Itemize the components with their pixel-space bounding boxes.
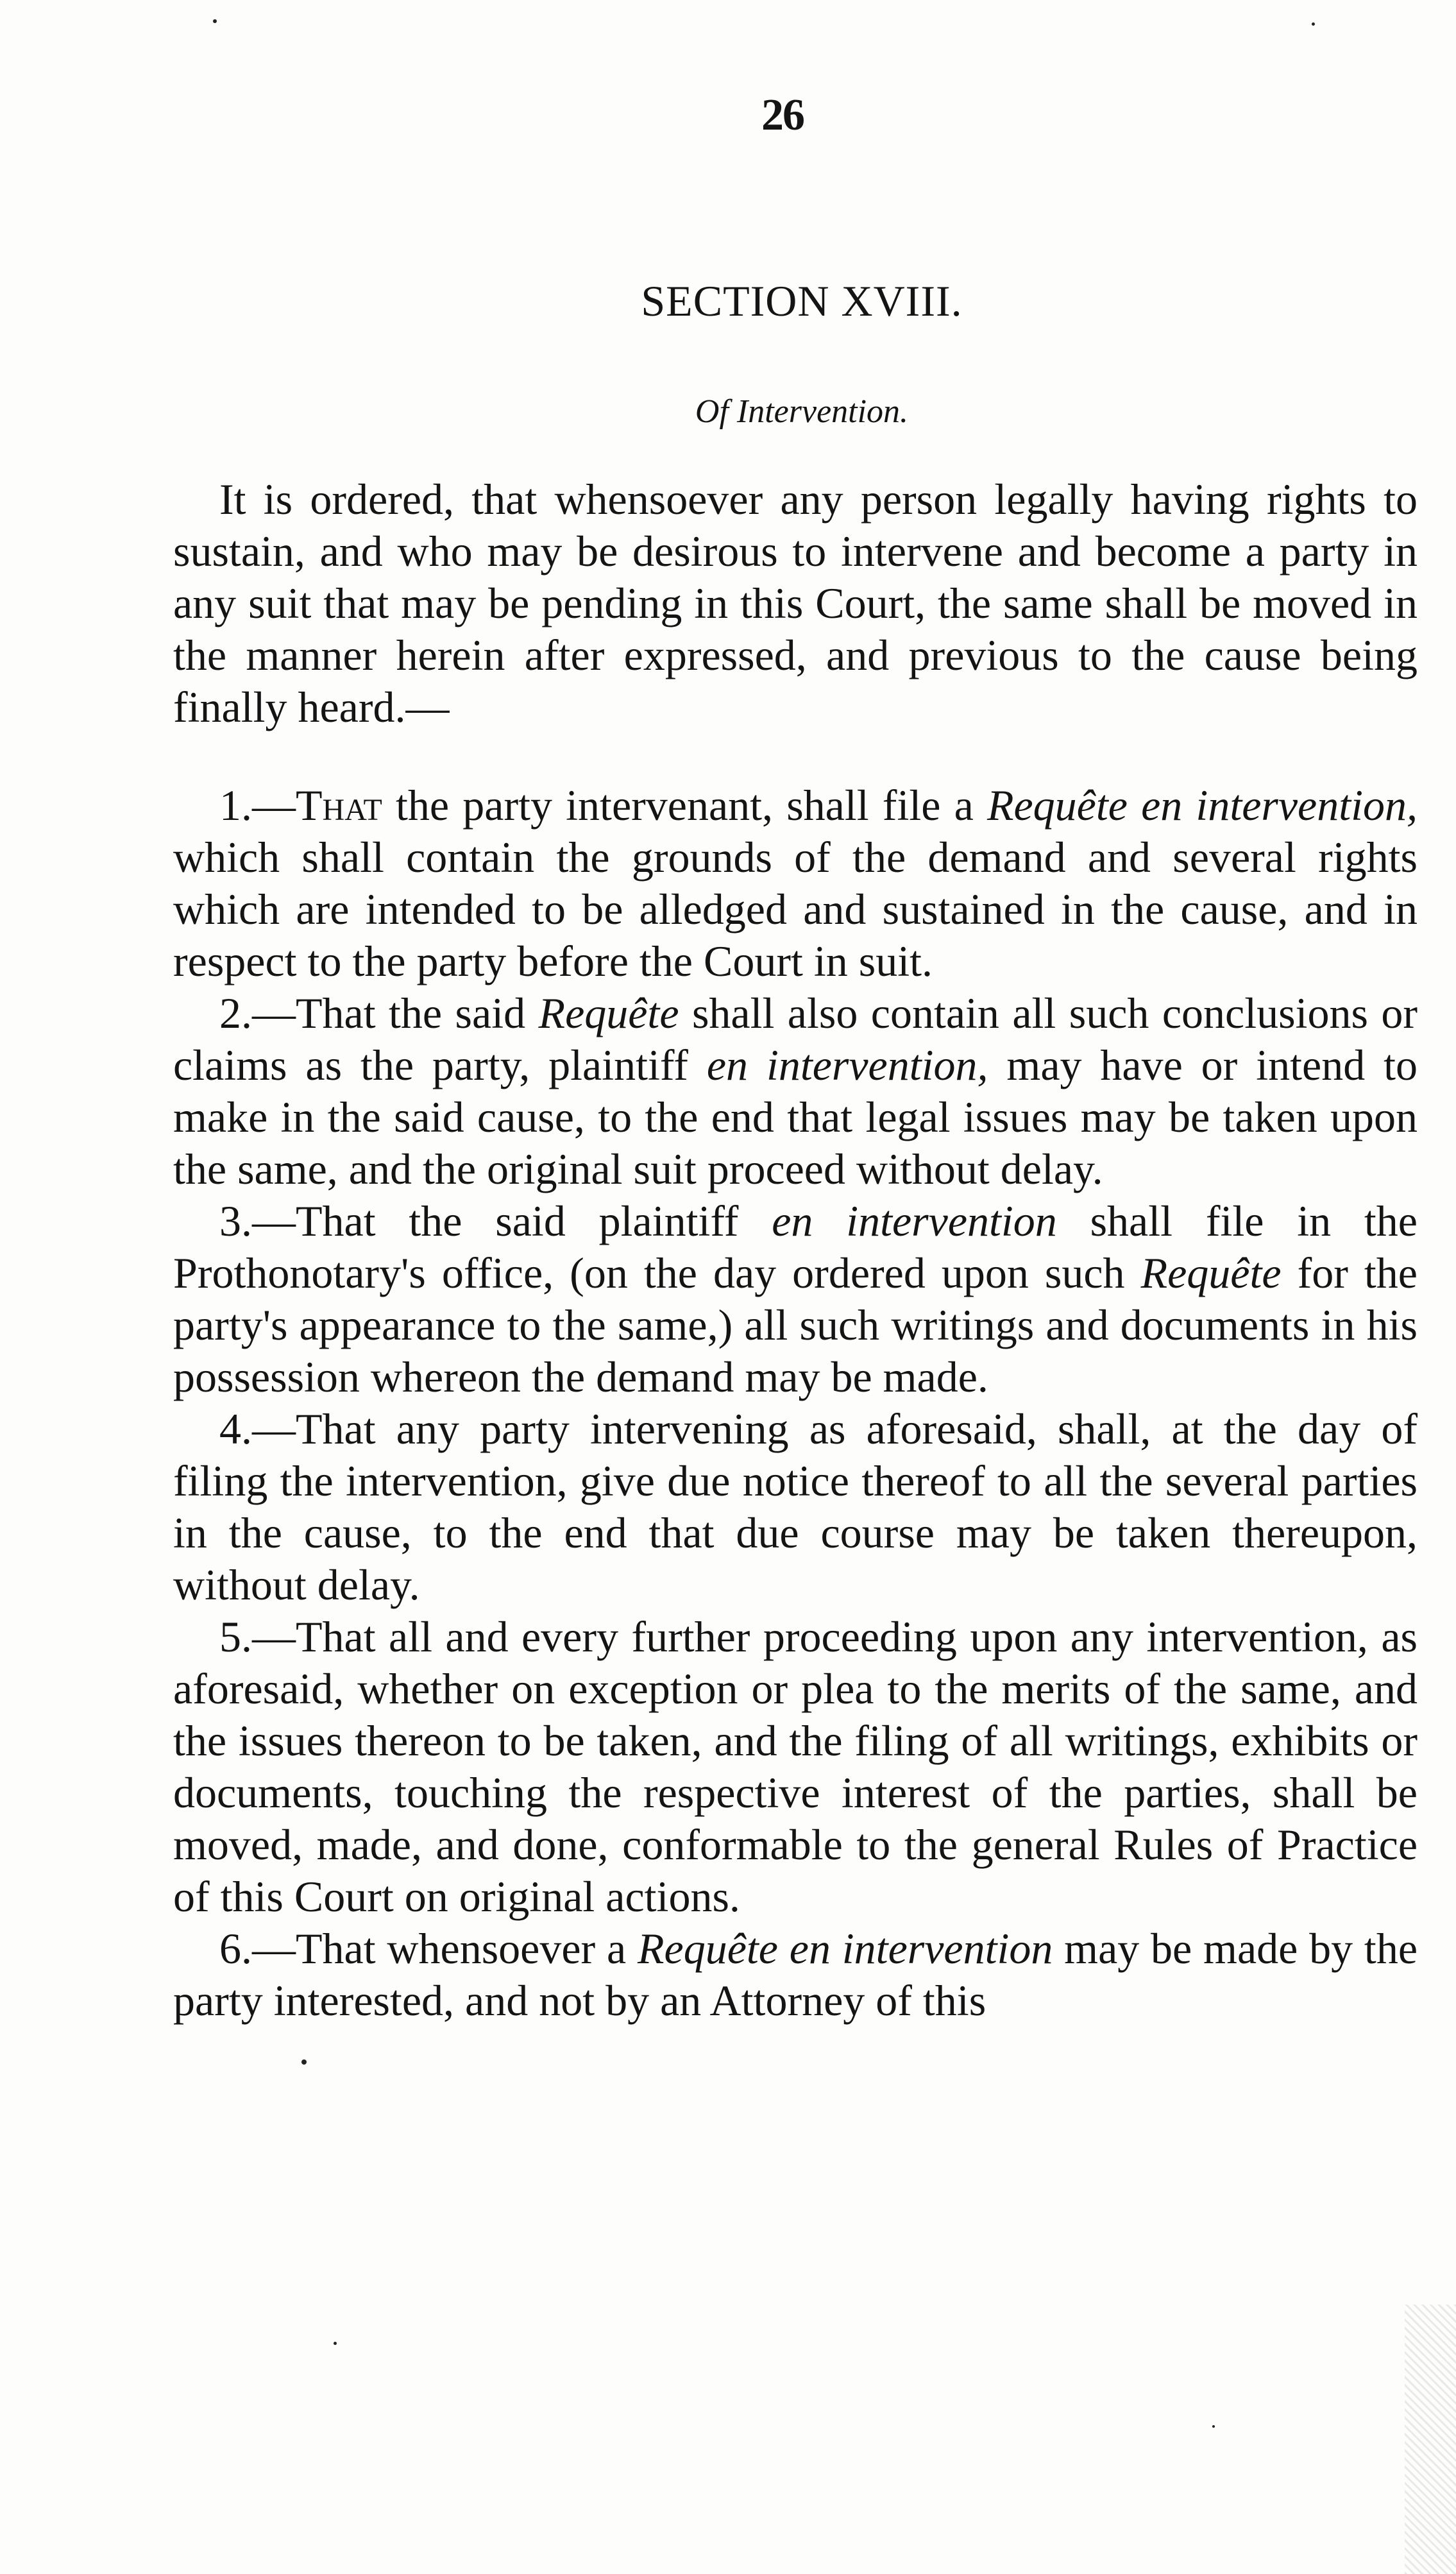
scan-speck	[1312, 22, 1315, 26]
section-subtitle: Of Intervention.	[695, 393, 909, 430]
rule-3-text-b: shall file in the Prothonotary's office, (on the day ordered upon such	[173, 1197, 1418, 1297]
rule-3-text-c: for the party's appearance to the same,) all such writings and documents in his possession whereon the demand may be made.	[173, 1249, 1418, 1401]
scan-speck	[301, 2059, 307, 2065]
rule-4-paragraph: 4.—That any party intervening as aforesaid, shall, at the day of filing the intervention, give due notice thereof to all the several parties in the cause, to the end that due course may be taken thereupon, without delay.	[173, 1404, 1418, 1609]
rule-3-italic-2: Requête	[1140, 1249, 1282, 1297]
rule-1-text-a: the party intervenant, shall file a	[382, 781, 987, 830]
rule-3-italic-1: en intervention	[772, 1197, 1057, 1245]
rule-1-paragraph	[173, 780, 1418, 987]
rule-1-text-b: which shall contain the grounds of the demand and several rights which are intended to be alledged and sustained in the cause, and in respect to the party before the Court in suit.	[173, 833, 1418, 985]
rule-2-paragraph	[173, 987, 1418, 1195]
rule-2-italic-1: Requête	[538, 989, 679, 1037]
rule-2-text-c: may have or intend to make in the said cause, to the end that legal issues may be taken upon the same, and the original suit proceed without delay.	[173, 1041, 1418, 1193]
body-text	[173, 473, 1418, 2027]
rule-3-paragraph	[173, 1195, 1418, 1403]
scan-speck	[1212, 2425, 1215, 2428]
rule-1-lead-word: That	[296, 781, 382, 830]
scan-speck	[334, 2342, 337, 2345]
rule-1-italic: Requête en intervention,	[986, 781, 1418, 830]
rule-3-text-a: 3.—That the said plaintiff	[219, 1197, 772, 1245]
rule-5-paragraph: 5.—That all and every further proceeding upon any intervention, as aforesaid, whether on exception or plea to the merits of the same, and the issues thereon to be taken, and the filing of all writings, exhibits or documents, touching the respective interest of the parties, shall be moved, made, and done, conformable to the general Rules of Practice of this Court on original actions.	[173, 1612, 1418, 1921]
intro-paragraph: It is ordered, that whensoever any person legally having rights to sustain, and who may be desirous to intervene and become a party in any suit that may be pending in this Court, the same shall be moved in the manner herein after expressed, and previous to the cause being finally heard.—	[173, 475, 1418, 731]
rule-6-paragraph	[173, 1923, 1418, 2027]
rule-2-text-a: 2.—That the said	[219, 989, 539, 1037]
section-title: SECTION XVIII.	[641, 277, 963, 325]
rule-6-text-b: may be made by the party interested, and not by an Attorney of this	[173, 1924, 1418, 2025]
rule-2-italic-2: en intervention,	[706, 1041, 988, 1089]
page-number: 26	[761, 90, 804, 140]
rule-2-text-b: shall also contain all such conclusions or claims as the party, plaintiff	[173, 989, 1418, 1089]
rule-1-number: 1.—	[219, 781, 296, 830]
scan-speck	[213, 19, 217, 23]
scan-noise	[1405, 2305, 1456, 2574]
rule-6-text-a: 6.—That whensoever a	[219, 1924, 638, 1973]
rule-6-italic: Requête en intervention	[638, 1924, 1053, 1973]
